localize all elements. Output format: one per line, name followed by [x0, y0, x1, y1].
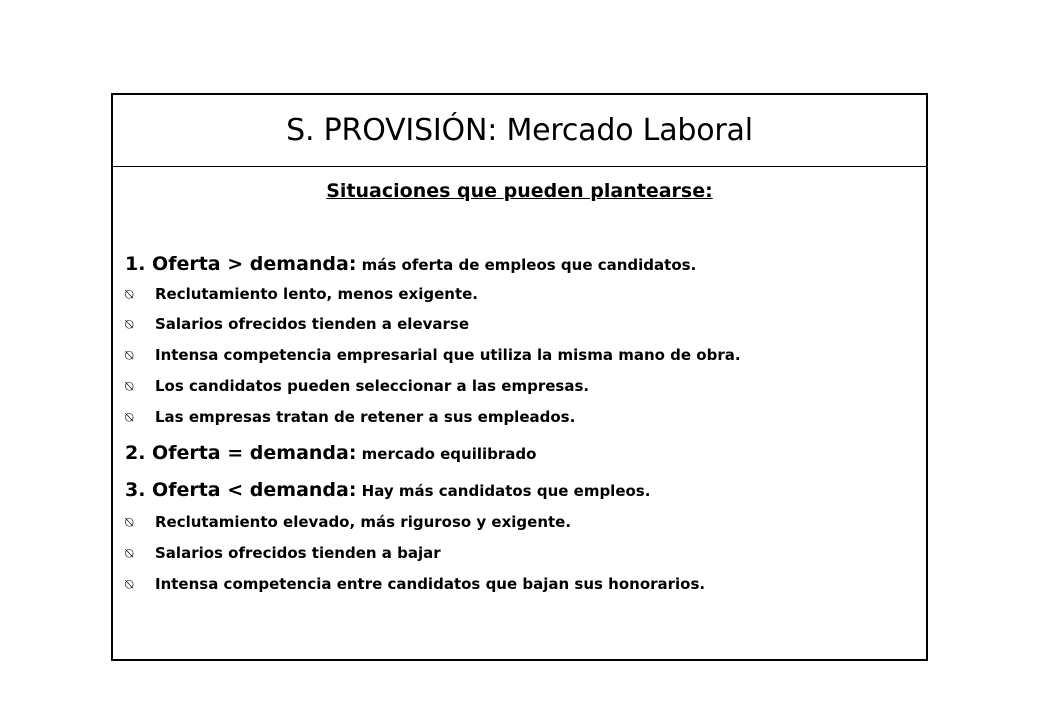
- section-2-heading: [125, 442, 536, 464]
- list-item: [125, 346, 741, 364]
- bullet-text: Las empresas tratan de retener a sus empleados.: [155, 408, 576, 426]
- bullet-text: Reclutamiento elevado, más riguroso y exigente.: [155, 513, 572, 531]
- slide-title: S. PROVISIÓN: Mercado Laboral: [286, 113, 753, 148]
- list-item: [125, 408, 575, 426]
- bullet-arrow-icon: ⍉: [125, 317, 134, 333]
- bullet-text: Intensa competencia entre candidatos que bajan sus honorarios.: [155, 575, 706, 593]
- list-item: [125, 575, 705, 593]
- section-heading: 1. Oferta > demanda:: [125, 253, 357, 275]
- section-description: mercado equilibrado: [356, 445, 537, 463]
- bullet-arrow-icon: ⍉: [125, 546, 134, 562]
- slide-subtitle: Situaciones que pueden plantearse:: [326, 180, 713, 202]
- bullet-arrow-icon: ⍉: [125, 348, 134, 364]
- bullet-arrow-icon: ⍉: [125, 287, 134, 303]
- section-1-heading: [125, 253, 696, 275]
- section-heading: 2. Oferta = demanda:: [125, 442, 357, 464]
- bullet-arrow-icon: ⍉: [125, 515, 134, 531]
- title-box: [113, 95, 926, 167]
- list-item: [125, 513, 571, 531]
- list-item: [125, 315, 469, 333]
- bullet-text: Salarios ofrecidos tienden a bajar: [155, 544, 441, 562]
- section-heading: 3. Oferta < demanda:: [125, 479, 357, 501]
- bullet-arrow-icon: ⍉: [125, 379, 134, 395]
- bullet-text: Los candidatos pueden seleccionar a las empresas.: [155, 377, 590, 395]
- bullet-arrow-icon: ⍉: [125, 577, 134, 593]
- bullet-arrow-icon: ⍉: [125, 410, 134, 426]
- section-description: más oferta de empleos que candidatos.: [356, 256, 697, 274]
- list-item: [125, 544, 441, 562]
- section-3-heading: [125, 479, 650, 501]
- bullet-text: Reclutamiento lento, menos exigente.: [155, 285, 478, 303]
- list-item: [125, 285, 478, 303]
- bullet-text: Intensa competencia empresarial que utiliza la misma mano de obra.: [155, 346, 741, 364]
- bullet-text: Salarios ofrecidos tienden a elevarse: [155, 315, 470, 333]
- list-item: [125, 377, 589, 395]
- section-description: Hay más candidatos que empleos.: [356, 482, 651, 500]
- slide-frame: [111, 93, 928, 661]
